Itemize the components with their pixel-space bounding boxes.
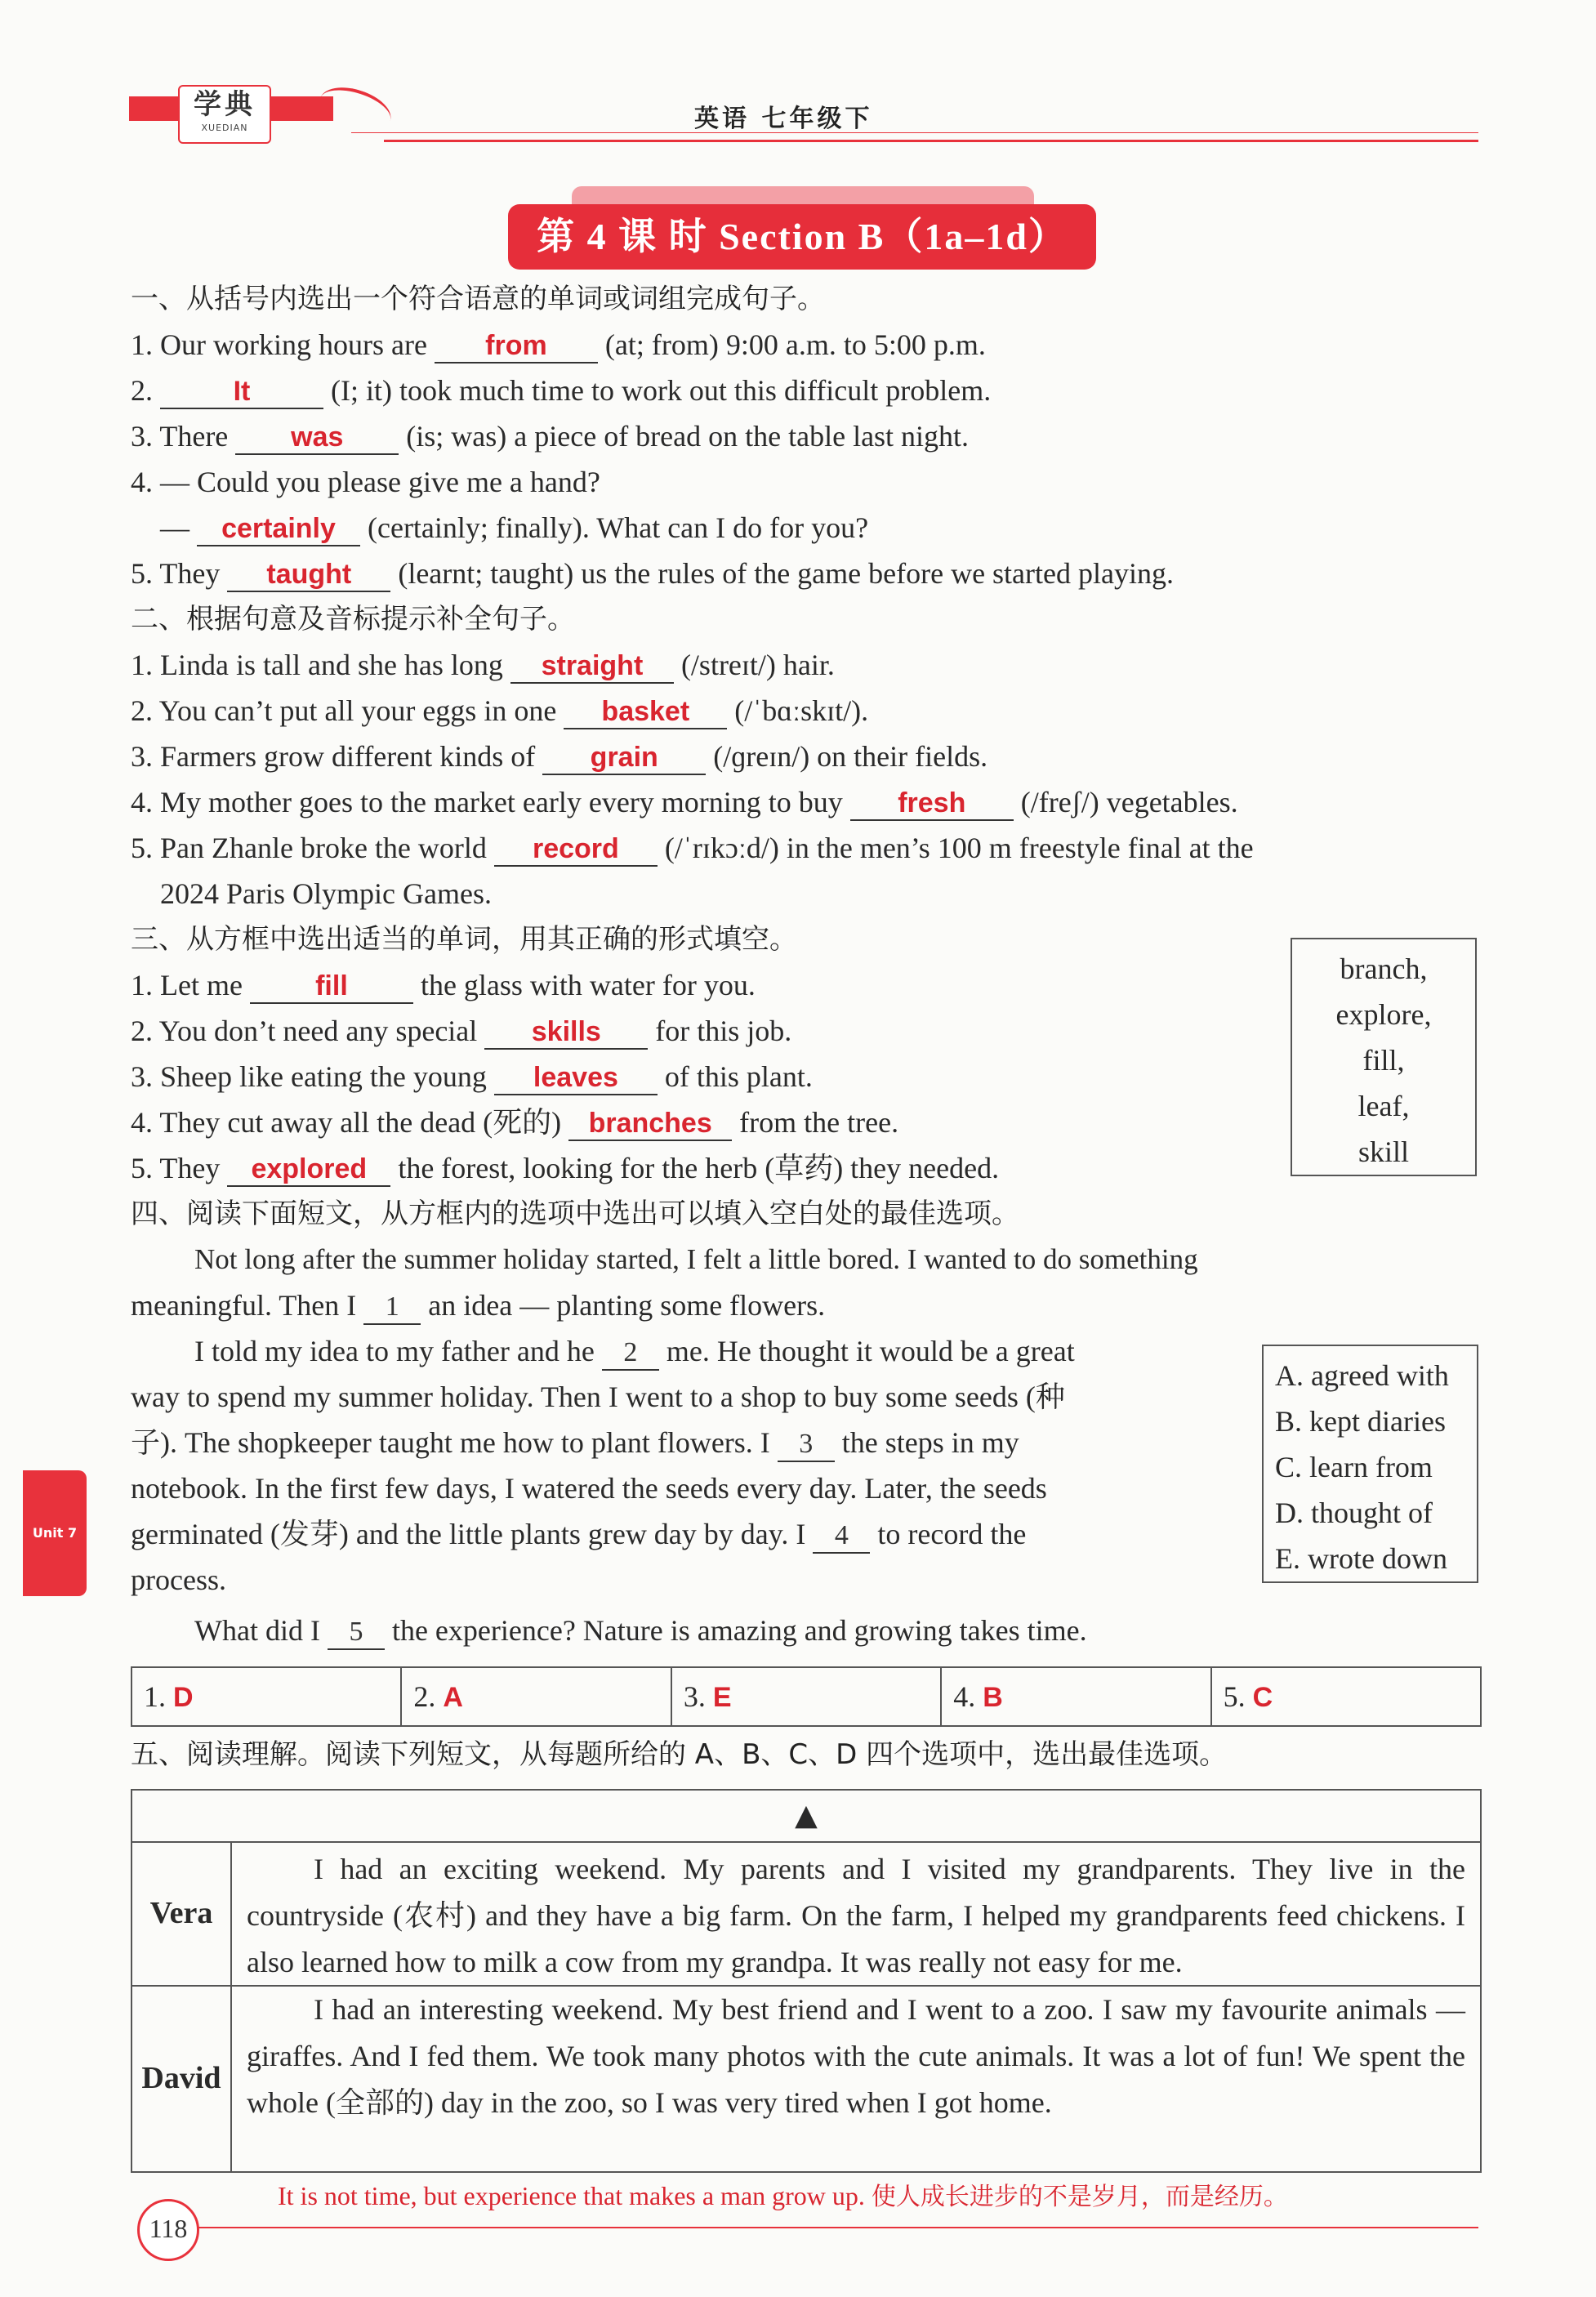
reading-text: I had an interesting weekend. My best friend and I went to a zoo. I saw my favourite animals — giraffes. And I fed them. We took many photos with the cute animals. It was a lot of fun! We spent the whole (全部的) day in the zoo, so I was very tired when I got home. bbox=[247, 1993, 1465, 2119]
item-text: 2024 Paris Olympic Games. bbox=[160, 877, 492, 910]
reading-row-vera bbox=[132, 1841, 1480, 1987]
answer-blank bbox=[850, 786, 1014, 821]
page-number: 118 bbox=[137, 2199, 199, 2261]
blank-number: 3 bbox=[799, 1429, 814, 1459]
passage-line bbox=[194, 1611, 1087, 1650]
item-text: (/ˈbɑːskɪt/). bbox=[727, 694, 869, 727]
answer-cell bbox=[672, 1668, 942, 1725]
sec1-item-5 bbox=[131, 554, 1174, 593]
item-text: 5. They bbox=[131, 1152, 228, 1184]
passage-blank bbox=[813, 1518, 870, 1554]
sec2-item-5 bbox=[131, 828, 1254, 868]
sec2-item-3 bbox=[131, 737, 987, 776]
answer-blank bbox=[542, 740, 706, 775]
passage-text: germinated (发芽) and the little plants grew day by day. I bbox=[131, 1518, 814, 1550]
passage-blank bbox=[602, 1335, 659, 1371]
item-text: 4. They cut away all the dead (死的) bbox=[131, 1106, 569, 1139]
quote-chinese: 使人成长进步的不是岁月，而是经历。 bbox=[871, 2183, 1288, 2211]
book-logo bbox=[178, 85, 271, 144]
item-text: (/streɪt/) hair. bbox=[673, 649, 835, 681]
answer-number: 3. bbox=[683, 1680, 713, 1713]
sec2-item-1 bbox=[131, 645, 835, 685]
word-option: fill, bbox=[1362, 1044, 1405, 1077]
passage-text: the experience? Nature is amazing and growing takes time. bbox=[384, 1614, 1087, 1647]
item-text: 2. You don’t need any special bbox=[131, 1015, 485, 1047]
item-text: 3. Farmers grow different kinds of bbox=[131, 740, 543, 773]
section-2-heading: 二、根据句意及音标提示补全句子。 bbox=[131, 603, 575, 636]
sec1-item-3 bbox=[131, 417, 969, 456]
answer-blank bbox=[227, 557, 390, 592]
section-3-heading: 三、从方框中选出适当的单词，用其正确的形式填空。 bbox=[131, 923, 797, 956]
answer: from bbox=[485, 330, 547, 361]
answer-blank bbox=[564, 694, 727, 729]
item-text: 3. There bbox=[131, 420, 236, 453]
answer-letter: E bbox=[712, 1682, 732, 1713]
reading-text: I had an exciting weekend. My parents and I visited my grandparents. They live in the countryside (农村) and they have a big farm. On the farm, I helped my grandparents feed chickens. I also learned how to milk a cow from my grandpa. It was really not easy for me. bbox=[247, 1853, 1465, 1978]
section-4-heading: 四、阅读下面短文，从方框内的选项中选出可以填入空白处的最佳选项。 bbox=[131, 1198, 1019, 1230]
footer-rule bbox=[196, 2227, 1478, 2228]
item-text: 4. My mother goes to the market early every morning to buy bbox=[131, 786, 850, 818]
answer-number: 2. bbox=[413, 1680, 444, 1713]
speaker-name: Vera bbox=[132, 1841, 232, 1985]
sec3-item-5 bbox=[131, 1148, 999, 1188]
item-text: for this job. bbox=[648, 1015, 792, 1047]
item-text: (I; it) took much time to work out this difficult problem. bbox=[323, 374, 992, 407]
answer-blank bbox=[227, 1152, 390, 1187]
header-rule bbox=[384, 140, 1478, 142]
passage-text: me. He thought it would be a great bbox=[658, 1335, 1075, 1367]
item-text: (/ˈrɪkɔːd/) in the men’s 100 m freestyle final at the bbox=[657, 832, 1254, 864]
answer-number: 4. bbox=[953, 1680, 983, 1713]
sec3-item-3 bbox=[131, 1057, 813, 1096]
blank-number: 2 bbox=[623, 1337, 638, 1367]
blank-number: 1 bbox=[385, 1291, 399, 1322]
answer: fill bbox=[315, 970, 348, 1001]
word-box bbox=[1291, 938, 1477, 1176]
answer-letter: C bbox=[1252, 1682, 1273, 1713]
passage-line bbox=[194, 1331, 1075, 1371]
item-text: (at; from) 9:00 a.m. to 5:00 p.m. bbox=[597, 328, 986, 361]
section-1-heading: 一、从括号内选出一个符合语意的单词或词组完成句子。 bbox=[131, 283, 825, 315]
answer: branches bbox=[588, 1108, 712, 1139]
item-text: the glass with water for you. bbox=[412, 969, 756, 1001]
answer: leaves bbox=[533, 1062, 618, 1093]
reading-table bbox=[131, 1789, 1482, 2173]
item-text: 4. — Could you please give me a hand? bbox=[131, 466, 600, 498]
word-option: leaf, bbox=[1357, 1090, 1410, 1122]
passage-text: meaningful. Then I bbox=[131, 1289, 364, 1322]
answer-number: 1. bbox=[144, 1680, 173, 1713]
answer-cell bbox=[1212, 1668, 1480, 1725]
word-option: skill bbox=[1357, 1135, 1409, 1168]
sec1-item-4-reply bbox=[160, 508, 868, 547]
item-text: 5. They bbox=[131, 557, 228, 590]
answer: record bbox=[532, 833, 619, 864]
passage-line: process. bbox=[131, 1563, 226, 1596]
answer-blank bbox=[494, 832, 658, 867]
section-5-heading: 五、阅读理解。阅读下列短文，从每题所给的 A、B、C、D 四个选项中，选出最佳选项。 bbox=[131, 1738, 1228, 1771]
answer: was bbox=[291, 421, 344, 453]
answer-blank bbox=[568, 1106, 732, 1141]
item-text: (/freʃ/) vegetables. bbox=[1013, 786, 1238, 818]
option: A. agreed with bbox=[1275, 1359, 1449, 1392]
answer: fresh bbox=[898, 787, 966, 818]
answer-blank bbox=[494, 1060, 658, 1095]
item-text: of this plant. bbox=[657, 1060, 813, 1093]
answer-cell bbox=[402, 1668, 671, 1725]
item-text: 1. Let me bbox=[131, 969, 250, 1001]
answer-blank bbox=[160, 374, 323, 409]
option: C. learn from bbox=[1275, 1451, 1433, 1483]
answer: explored bbox=[251, 1153, 368, 1184]
sec3-item-4 bbox=[131, 1103, 898, 1142]
passage-text: to record the bbox=[870, 1518, 1027, 1550]
lesson-banner: 第 4 课 时 Section B（1a–1d） bbox=[508, 204, 1096, 270]
option: B. kept diaries bbox=[1275, 1405, 1446, 1438]
option: D. thought of bbox=[1275, 1496, 1433, 1529]
blank-number: 4 bbox=[834, 1520, 849, 1550]
passage-text: What did I bbox=[194, 1614, 328, 1647]
passage-text: 子). The shopkeeper taught me how to plant flowers. I bbox=[131, 1426, 778, 1459]
answer: It bbox=[233, 376, 251, 407]
sec3-item-1 bbox=[131, 966, 756, 1005]
answer-blank bbox=[435, 328, 598, 364]
answer: basket bbox=[601, 696, 690, 727]
passage-blank bbox=[778, 1426, 835, 1462]
header-thin-rule bbox=[351, 132, 1478, 133]
triangle-marker: ▲ bbox=[132, 1791, 1480, 1843]
answer: taught bbox=[266, 559, 352, 590]
answer-blank bbox=[235, 420, 399, 455]
item-text: (/ɡreɪn/) on their fields. bbox=[706, 740, 988, 773]
item-text: — bbox=[160, 511, 197, 544]
sec1-item-1 bbox=[131, 325, 986, 364]
passage-blank bbox=[363, 1289, 421, 1325]
answer-blank bbox=[250, 969, 413, 1004]
passage-blank bbox=[328, 1614, 385, 1650]
item-text: 1. Linda is tall and she has long bbox=[131, 649, 510, 681]
sec1-item-2 bbox=[131, 371, 991, 410]
sec3-item-2 bbox=[131, 1011, 791, 1050]
passage-line: notebook. In the first few days, I watered the seeds every day. Later, the seeds bbox=[131, 1472, 1047, 1505]
answer: certainly bbox=[221, 513, 336, 544]
item-text: 3. Sheep like eating the young bbox=[131, 1060, 494, 1093]
answer-number: 5. bbox=[1223, 1680, 1253, 1713]
item-text: 2. You can’t put all your eggs in one bbox=[131, 694, 564, 727]
options-box bbox=[1262, 1345, 1478, 1583]
item-text: (is; was) a piece of bread on the table last night. bbox=[399, 420, 970, 453]
passage-line bbox=[131, 1514, 1026, 1554]
passage-text: the steps in my bbox=[834, 1426, 1019, 1459]
answer-letter: B bbox=[983, 1682, 1003, 1713]
item-text: the forest, looking for the herb (草药) they needed. bbox=[390, 1152, 1000, 1184]
passage-line bbox=[131, 1423, 1019, 1462]
answer-letter: A bbox=[443, 1682, 463, 1713]
item-text: (learnt; taught) us the rules of the game before we started playing. bbox=[390, 557, 1174, 590]
word-option: explore, bbox=[1335, 998, 1432, 1031]
sec1-item-4 bbox=[131, 462, 600, 502]
item-text: 2. bbox=[131, 374, 160, 407]
sec2-item-5-cont bbox=[160, 874, 492, 913]
word-option: branch, bbox=[1340, 952, 1428, 985]
passage-line: Not long after the summer holiday started, I felt a little bored. I wanted to do something bbox=[194, 1243, 1198, 1275]
passage-line bbox=[131, 1286, 825, 1325]
quote-english: It is not time, but experience that makes a man grow up. bbox=[278, 2181, 865, 2210]
passage-line: way to spend my summer holiday. Then I went to a shop to buy some seeds (种 bbox=[131, 1380, 1065, 1413]
item-text: 5. Pan Zhanle broke the world bbox=[131, 832, 494, 864]
sec2-item-4 bbox=[131, 783, 1238, 822]
answer-cell bbox=[132, 1668, 402, 1725]
footer-quote bbox=[278, 2176, 1288, 2212]
passage-text: I told my idea to my father and he bbox=[194, 1335, 602, 1367]
item-text: (certainly; finally). What can I do for you? bbox=[360, 511, 869, 544]
answer-letter: D bbox=[173, 1682, 194, 1713]
logo-chinese: 学典 bbox=[194, 88, 256, 121]
answer: grain bbox=[590, 742, 658, 773]
answers-table bbox=[131, 1666, 1482, 1727]
answer-cell bbox=[942, 1668, 1211, 1725]
blank-number: 5 bbox=[349, 1617, 363, 1647]
speaker-name: David bbox=[132, 1985, 232, 2171]
sec2-item-2 bbox=[131, 691, 868, 730]
unit-side-tab: Unit 7 bbox=[23, 1470, 87, 1596]
answer-blank bbox=[510, 649, 674, 684]
item-text: from the tree. bbox=[732, 1106, 899, 1139]
answer-blank bbox=[197, 511, 360, 546]
reading-row-david bbox=[132, 1985, 1480, 2171]
header-swoosh bbox=[314, 79, 396, 139]
logo-english: XUEDIAN bbox=[201, 123, 248, 133]
answer: skills bbox=[531, 1016, 601, 1047]
option: E. wrote down bbox=[1275, 1542, 1447, 1575]
answer: straight bbox=[541, 650, 644, 681]
item-text: 1. Our working hours are bbox=[131, 328, 435, 361]
answer-blank bbox=[484, 1015, 648, 1050]
book-title: 英语 七年级下 bbox=[694, 105, 873, 133]
passage-text: an idea — planting some flowers. bbox=[421, 1289, 826, 1322]
